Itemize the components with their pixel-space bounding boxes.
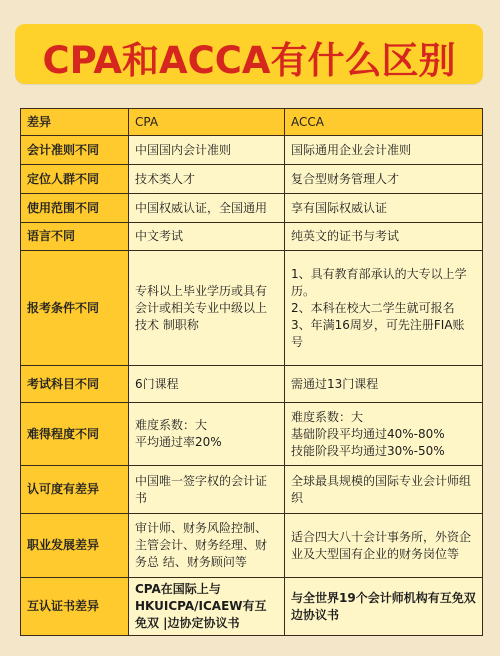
acca-cell: 纯英文的证书与考试 — [285, 223, 483, 251]
row-label: 会计准则不同 — [21, 136, 129, 165]
table-row — [21, 403, 483, 466]
cpa-cell: 审计师、财务风险控制、主管会计、财务经理、财务总 结、财务顾问等 — [129, 514, 285, 578]
acca-cell: 复合型财务管理人才 — [285, 165, 483, 194]
table-row — [21, 366, 483, 403]
row-label: 考试科目不同 — [21, 366, 129, 403]
cpa-cell: CPA在国际上与HKUICPA/ICAEW有互免双 |边协定协议书 — [129, 578, 285, 636]
row-label: 定位人群不同 — [21, 165, 129, 194]
acca-cell: 难度系数：大 基础阶段平均通过40%-80% 技能阶段平均通过30%-50% — [285, 403, 483, 466]
row-label: 认可度有差异 — [21, 466, 129, 514]
cpa-cell: 中国权威认证，全国通用 — [129, 194, 285, 223]
table-row — [21, 194, 483, 223]
table-row — [21, 165, 483, 194]
title-banner — [15, 24, 483, 84]
cpa-cell: 专科以上毕业学历或具有会计或相关专业中级以上技术 制职称 — [129, 251, 285, 366]
row-label: 报考条件不同 — [21, 251, 129, 366]
row-label: 使用范围不同 — [21, 194, 129, 223]
cpa-cell: 6门课程 — [129, 366, 285, 403]
acca-cell: 享有国际权威认证 — [285, 194, 483, 223]
acca-cell: 国际通用企业会计准则 — [285, 136, 483, 165]
cpa-cell: 难度系数：大 平均通过率20% — [129, 403, 285, 466]
table-row — [21, 466, 483, 514]
acca-cell: 与全世界19个会计师机构有互免双边协议书 — [285, 578, 483, 636]
row-label: 语言不同 — [21, 223, 129, 251]
acca-cell: 适合四大八十会计事务所，外资企业及大型国有企业的财务岗位等 — [285, 514, 483, 578]
table-row — [21, 578, 483, 636]
cpa-cell: 中文考试 — [129, 223, 285, 251]
header-diff: 差异 — [21, 109, 129, 136]
header-acca: ACCA — [285, 109, 483, 136]
comparison-table — [20, 108, 483, 636]
cpa-cell: 技术类人才 — [129, 165, 285, 194]
acca-cell: 1、具有教育部承认的大专以上学历。 2、本科在校大二学生就可报名 3、年满16周岁，可先注册FIA账号 — [285, 251, 483, 366]
table-row — [21, 514, 483, 578]
page-title: CPA和ACCA有什么区别 — [42, 39, 456, 82]
row-label: 职业发展差异 — [21, 514, 129, 578]
table-row — [21, 223, 483, 251]
row-label: 互认证书差异 — [21, 578, 129, 636]
row-label: 难得程度不同 — [21, 403, 129, 466]
header-row — [21, 109, 483, 136]
table-row — [21, 251, 483, 366]
header-cpa: CPA — [129, 109, 285, 136]
cpa-cell: 中国唯一签字权的会计证书 — [129, 466, 285, 514]
acca-cell: 全球最具规模的国际专业会计师组织 — [285, 466, 483, 514]
acca-cell: 需通过13门课程 — [285, 366, 483, 403]
cpa-cell: 中国国内会计准则 — [129, 136, 285, 165]
table-row — [21, 136, 483, 165]
